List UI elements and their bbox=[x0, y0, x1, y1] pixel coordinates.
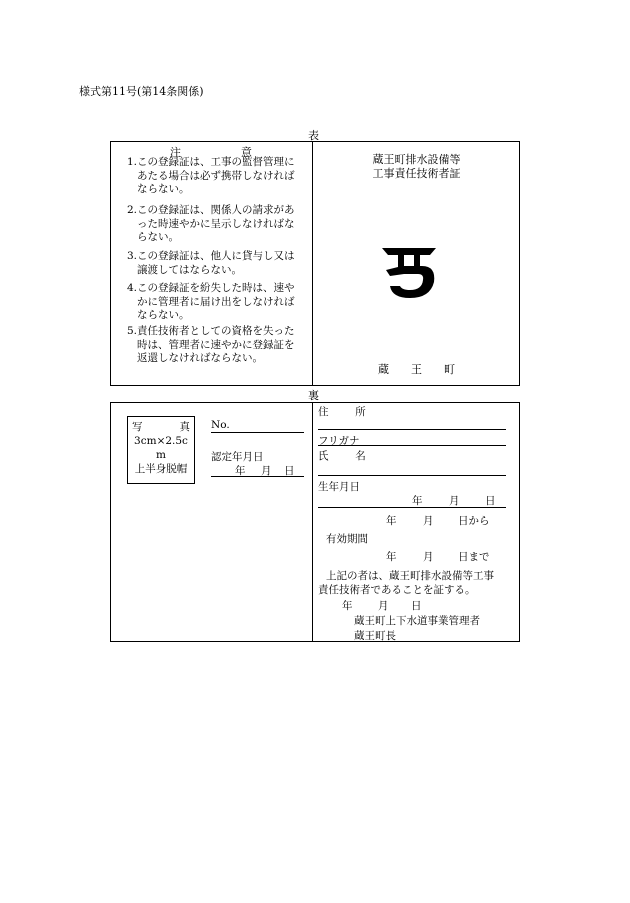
issue-year: 年 bbox=[342, 600, 353, 612]
number-label: No. bbox=[211, 419, 230, 431]
notice-item-number: 4. bbox=[127, 282, 138, 294]
from-year: 年 bbox=[386, 515, 397, 527]
notice-item-text: この登録証は、関係人の請求があった時速やかに呈示しなければならない。 bbox=[137, 204, 295, 243]
until-year: 年 bbox=[386, 551, 397, 563]
cert-day: 日 bbox=[284, 465, 295, 477]
furigana-line bbox=[318, 445, 506, 446]
birth-day: 日 bbox=[485, 495, 496, 507]
notice-item-text: 責任技術者としての資格を失った時は、管理者に速やかに登録証を返還しなければならない。 bbox=[137, 325, 295, 364]
name-line bbox=[318, 475, 506, 476]
town-char-1: 蔵 bbox=[378, 363, 389, 376]
photo-label bbox=[128, 420, 194, 434]
birth-month: 月 bbox=[449, 495, 460, 507]
until-month: 月 bbox=[423, 551, 434, 563]
valid-until-field bbox=[318, 549, 508, 562]
notice-head-char-1: 注 bbox=[170, 146, 181, 159]
address-char-1: 住 bbox=[318, 406, 329, 418]
photo-char-1: 写 bbox=[132, 421, 143, 433]
from-day: 日から bbox=[458, 515, 490, 527]
name-char-2: 名 bbox=[355, 450, 366, 462]
back-divider bbox=[312, 402, 313, 642]
name-label bbox=[318, 448, 366, 463]
issue-date-field bbox=[318, 598, 508, 611]
notice-item-text: この登録証を紛失した時は、速やかに管理者に届け出をしなければならない。 bbox=[137, 282, 295, 321]
birth-year: 年 bbox=[412, 495, 423, 507]
address-char-2: 所 bbox=[355, 406, 366, 418]
notice-head-char-2: 意 bbox=[241, 146, 252, 159]
furigana-label: フリガナ bbox=[318, 435, 360, 447]
from-month: 月 bbox=[423, 515, 434, 527]
photo-size-unit: m bbox=[156, 449, 166, 461]
issue-month: 月 bbox=[378, 600, 389, 612]
notice-item-number: 1. bbox=[127, 156, 138, 168]
birth-date-field bbox=[318, 493, 506, 506]
front-label: 表 bbox=[308, 129, 319, 142]
notice-item-number: 2. bbox=[127, 204, 138, 216]
certification-date-field bbox=[211, 463, 304, 477]
notice-item-number: 5. bbox=[127, 325, 138, 337]
photo-note: 上半身脱帽 bbox=[134, 463, 188, 475]
notice-item-text: この登録証は、他人に貸与し又は譲渡してはならない。 bbox=[137, 250, 295, 276]
certificate-title-line-2: 工事責任技術者証 bbox=[372, 167, 461, 180]
address-label bbox=[318, 404, 366, 419]
cert-month: 月 bbox=[261, 465, 272, 477]
zao-town-emblem-icon bbox=[378, 242, 440, 300]
notice-item-1 bbox=[127, 156, 303, 197]
photo-placeholder bbox=[127, 416, 195, 484]
validity-period-label: 有効期間 bbox=[326, 533, 368, 545]
number-field bbox=[211, 419, 304, 433]
until-day: 日まで bbox=[458, 551, 490, 563]
birth-date-label: 生年月日 bbox=[318, 481, 360, 493]
address-line bbox=[318, 429, 506, 430]
name-char-1: 氏 bbox=[318, 450, 329, 462]
issue-day: 日 bbox=[411, 600, 422, 612]
town-char-3: 町 bbox=[444, 363, 455, 376]
notice-item-text: この登録証は、工事の監督管理にあたる場合は必ず携帯しなければならない。 bbox=[137, 156, 295, 195]
back-label: 裏 bbox=[308, 389, 319, 402]
notice-item-5 bbox=[127, 325, 303, 366]
cert-year: 年 bbox=[235, 465, 246, 477]
statement-line-1: 上記の者は、蔵王町排水設備等工事 bbox=[326, 570, 494, 582]
statement-line-2: 責任技術者であることを証する。 bbox=[318, 584, 476, 596]
town-char-2: 王 bbox=[411, 363, 422, 376]
birth-date-line bbox=[318, 507, 506, 508]
notice-item-3 bbox=[127, 250, 303, 277]
photo-size: 3cm×2.5c bbox=[134, 435, 188, 447]
form-number: 様式第11号(第14条関係) bbox=[79, 85, 204, 98]
notice-item-4 bbox=[127, 282, 303, 323]
certificate-title-line-1: 蔵王町排水設備等 bbox=[372, 153, 461, 166]
notice-item-2 bbox=[127, 204, 303, 245]
issuer-line-2: 蔵王町長 bbox=[354, 630, 396, 642]
town-name bbox=[313, 361, 520, 377]
certificate-title bbox=[313, 153, 520, 181]
notice-item-number: 3. bbox=[127, 250, 138, 262]
photo-char-2: 真 bbox=[179, 421, 190, 433]
issuer-line-1: 蔵王町上下水道事業管理者 bbox=[354, 615, 480, 627]
valid-from-field bbox=[318, 513, 508, 526]
certification-date-label: 認定年月日 bbox=[211, 451, 264, 463]
